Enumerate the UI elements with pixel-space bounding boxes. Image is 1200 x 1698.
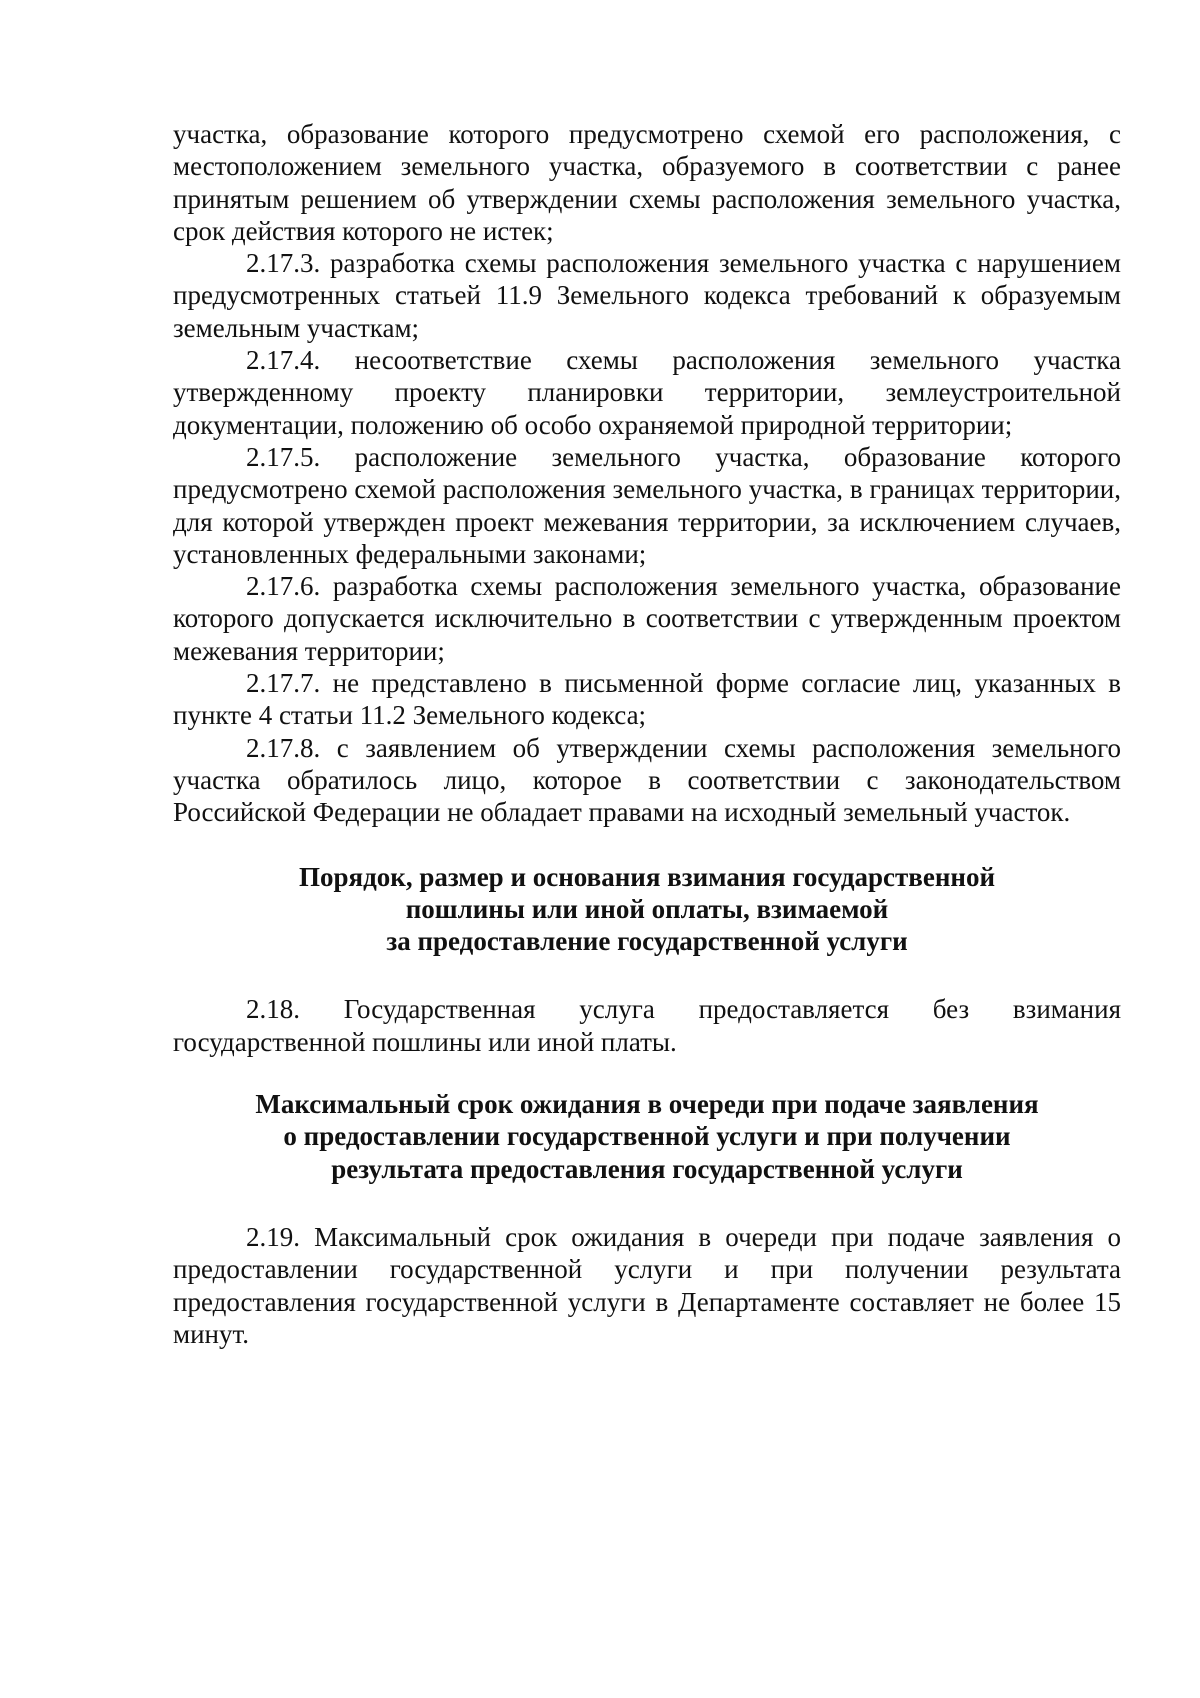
paragraph-continuation: участка, образование которого предусмотрено схемой его расположения, с местоположением земельного участка, образуемого в соответствии с ранее принятым решением об утверждении схемы расположения земельного участка, срок действия которого не истек; <box>173 119 1121 246</box>
paragraph-2-17-6: 2.17.6. разработка схемы расположения земельного участка, образование которого допускается исключительно в соответствии с утвержденным проектом межевания территории; <box>173 571 1121 666</box>
paragraph-2-17-5: 2.17.5. расположение земельного участка, образование которого предусмотрено схемой расположения земельного участка, в границах территории, для которой утвержден проект межевания территории, за исключением случаев, установленных федеральными законами; <box>173 441 1121 569</box>
heading-fee-line-3: за предоставление государственной услуги <box>386 926 908 957</box>
section-heading-fee <box>173 861 1121 958</box>
paragraph-2-18: 2.18. Государственная услуга предоставляется без взимания государственной пошлины или иной платы. <box>173 994 1121 1057</box>
section-heading-queue <box>173 1088 1121 1185</box>
paragraph-2-17-8: 2.17.8. с заявлением об утверждении схемы расположения земельного участка обратилось лицо, которое в соответствии с законодательством Российской Федерации не обладает правами на исходный земельный участок. <box>173 732 1121 828</box>
document-body <box>173 118 1121 1350</box>
paragraph-2-17-7: 2.17.7. не представлено в письменной форме согласие лиц, указанных в пункте 4 статьи 11.2 Земельного кодекса; <box>173 668 1121 731</box>
heading-queue-line-2: о предоставлении государственной услуги и при получении <box>283 1121 1011 1152</box>
heading-fee-line-1: Порядок, размер и основания взимания государственной <box>298 861 996 892</box>
paragraph-2-17-3: 2.17.3. разработка схемы расположения земельного участка с нарушением предусмотренных статьей 11.9 Земельного кодекса требований к образуемым земельным участкам; <box>173 248 1121 343</box>
heading-queue-line-3: результата предоставления государственной услуги <box>331 1153 963 1184</box>
paragraph-2-19: 2.19. Максимальный срок ожидания в очереди при подаче заявления о предоставлении государственной услуги и при получении результата предоставления государственной услуги в Департаменте составляет не более 15 минут. <box>173 1221 1121 1349</box>
heading-fee-line-2: пошлины или иной оплаты, взимаемой <box>405 893 889 924</box>
paragraph-2-17-4: 2.17.4. несоответствие схемы расположения земельного участка утвержденному проекту планировки территории, землеустроительной документации, положению об особо охраняемой природной территории; <box>173 345 1121 440</box>
heading-queue-line-1: Максимальный срок ожидания в очереди при подаче заявления <box>255 1089 1039 1120</box>
